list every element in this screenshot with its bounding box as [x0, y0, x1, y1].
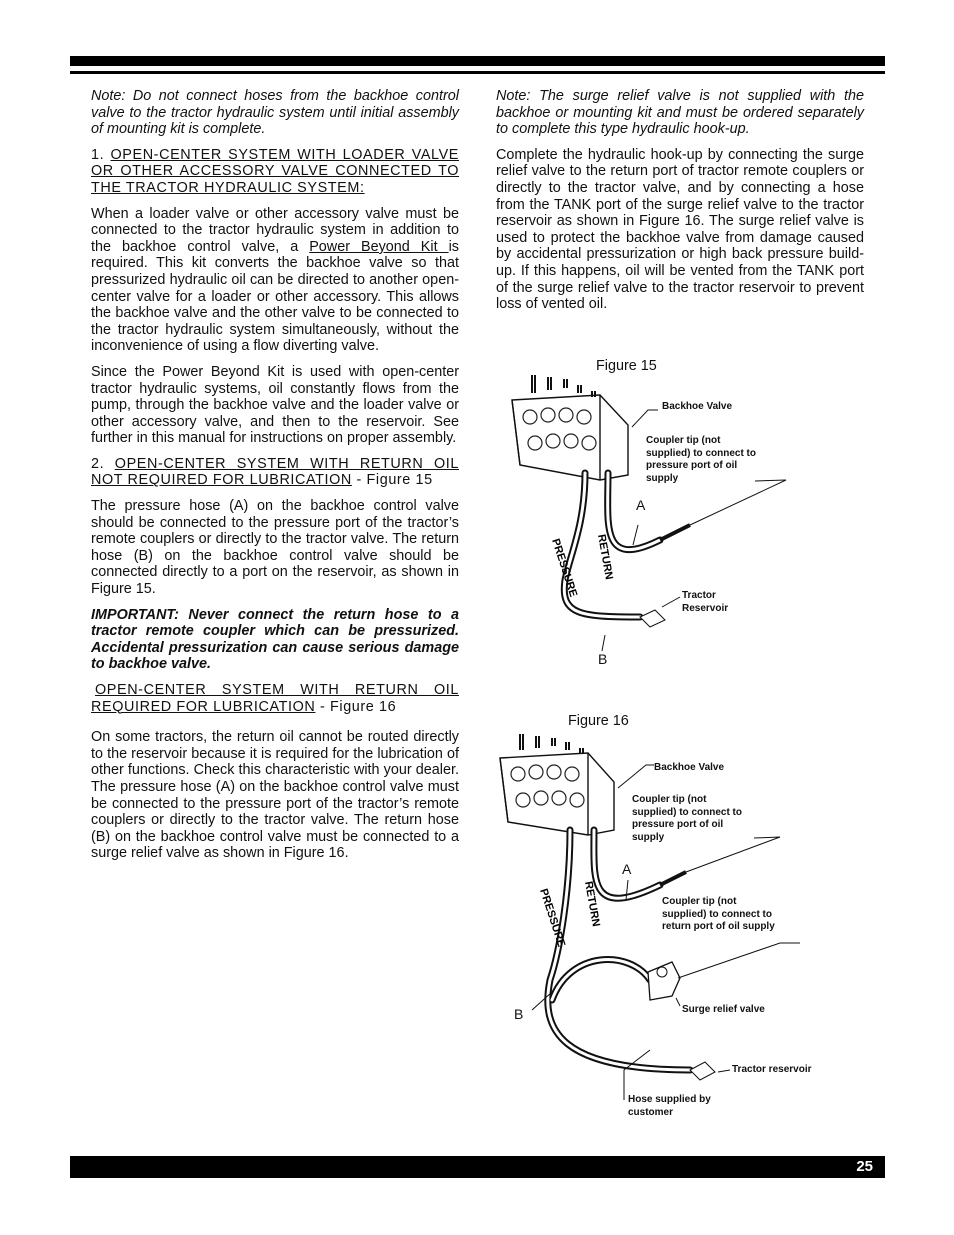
pressure-hose-label: PRESSURE: [537, 887, 568, 949]
figure-16-coupler-return-label: Coupler tip (not supplied) to connect to return port of oil supply: [662, 896, 775, 932]
power-beyond-kit-ref: Power Beyond Kit: [309, 238, 449, 255]
figure-15-backhoe-valve-label: Backhoe Valve: [662, 401, 733, 412]
paragraph-open-center-flow: Since the Power Beyond Kit is used with open-center tractor hydraulic systems, oil constantly flows from the pump, through the backhoe valve and the loader valve or other accessory valve, and then to the reservoir. See further in this manual for instructions on proper assembly.: [91, 363, 459, 447]
section-1-number: 1.: [91, 146, 111, 163]
section-3-heading: [91, 682, 459, 715]
section-2-number: 2.: [91, 455, 115, 472]
figure-15-label-b: B: [598, 651, 608, 667]
right-column: [496, 88, 864, 322]
footer-bar: [70, 1156, 885, 1178]
section-2-figure-ref: - Figure 15: [351, 472, 433, 489]
paragraph-power-beyond: [91, 206, 459, 355]
figure-16-reservoir-label: Tractor reservoir: [732, 1064, 812, 1075]
figure-15-drawing: [490, 355, 820, 675]
left-column: [91, 88, 459, 871]
paragraph-pressure-hose: The pressure hose (A) on the backhoe control valve should be connected to the pressure port of the tractor’s remote couplers or directly to the tractor valve. The return hose (B) on the backhoe control valve should be connected directly to a port on the reservoir, as shown in Figure 15.: [91, 498, 459, 598]
paragraph-surge-hookup: Complete the hydraulic hook-up by connecting the surge relief valve to the return port of tractor remote couplers or directly to the tractor valve, and by connecting a hose from the TANK port of the surge relief valve to the tractor reservoir as shown in Figure 16. The surge relief valve is used to protect the backhoe valve from damage caused by accidental pressurization or high back pressure build-up. If this happens, oil will be vented from the TANK port of the surge relief valve to the tractor reservoir to prevent loss of vented oil.: [496, 146, 864, 313]
figure-16-coupler-pressure-label: Coupler tip (not supplied) to connect to pressure port of oil supply: [632, 794, 742, 843]
note-hoses: Note: Do not connect hoses from the backhoe control valve to the tractor hydraulic system until initial assembly of mounting kit is complete.: [91, 88, 459, 138]
top-rule-thick: [70, 56, 885, 66]
figure-16-hose-label: Hose supplied by customer: [628, 1094, 711, 1118]
figure-15-reservoir-label: Tractor Reservoir: [682, 590, 729, 614]
figure-15: [490, 355, 820, 675]
pressure-hose-label: PRESSURE: [549, 537, 580, 599]
return-hose-label: RETURN: [582, 880, 602, 928]
figure-15-label-a: A: [636, 497, 646, 513]
note-surge-relief: Note: The surge relief valve is not supplied with the backhoe or mounting kit and must be ordered separately to complete this type hydraulic hook-up.: [496, 88, 864, 138]
paragraph-return-lubrication: On some tractors, the return oil cannot be routed directly to the reservoir because it is required for the lubrication of other functions. Check this characteristic with your dealer. The pressure hose (A) on the backhoe control valve must be connected to the pressure port of the tractor’s remote couplers or directly to the tractor valve. The return hose (B) on the backhoe control valve must be connected to a surge relief valve as shown in Figure 16.: [91, 729, 459, 862]
figure-16-label-a: A: [622, 861, 632, 877]
figure-16-caption: Figure 16: [568, 713, 629, 729]
figure-16-backhoe-valve-label: Backhoe Valve: [654, 762, 725, 773]
important-warning: IMPORTANT: Never connect the return hose to a tractor remote coupler which can be pressurized. Accidental pressurization can cause serious damage to backhoe valve.: [91, 606, 459, 673]
return-hose-label: RETURN: [595, 533, 615, 581]
section-2-heading: [91, 456, 459, 489]
top-rule-thin: [70, 71, 885, 74]
figure-16-surge-valve-label: Surge relief valve: [682, 1004, 765, 1015]
figure-16: [490, 710, 830, 1120]
section-2-title: OPEN-CENTER SYSTEM WITH RETURN OIL NOT REQUIRED FOR LUBRICATION: [91, 455, 459, 489]
figure-15-coupler-label: Coupler tip (not supplied) to connect to pressure port of oil supply: [646, 435, 756, 484]
section-3-figure-ref: - Figure 16: [315, 698, 397, 715]
page-number: 25: [856, 1158, 873, 1175]
paragraph-1-part-b: is required. This kit converts the backhoe valve so that pressurized hydraulic oil can be directed to another open-center valve for a loader or other accessory. This allows the backhoe valve and the other valve to be connected to the tractor hydraulic system simultaneously, without the inconvenience of using a flow diverting valve.: [91, 238, 459, 355]
figure-16-label-b: B: [514, 1006, 524, 1022]
section-1-heading: [91, 147, 459, 197]
paragraph-1-part-a: When a loader valve or other accessory valve must be connected to the tractor hydraulic system in addition to the backhoe control valve, a: [91, 205, 459, 255]
section-1-title: OPEN-CENTER SYSTEM WITH LOADER VALVE OR OTHER ACCESSORY VALVE CONNECTED TO THE TRACTOR HYDRAULIC SYSTEM:: [91, 146, 459, 196]
section-3-title: OPEN-CENTER SYSTEM WITH RETURN OIL REQUIRED FOR LUBRICATION: [91, 682, 459, 715]
figure-15-caption: Figure 15: [596, 358, 657, 374]
